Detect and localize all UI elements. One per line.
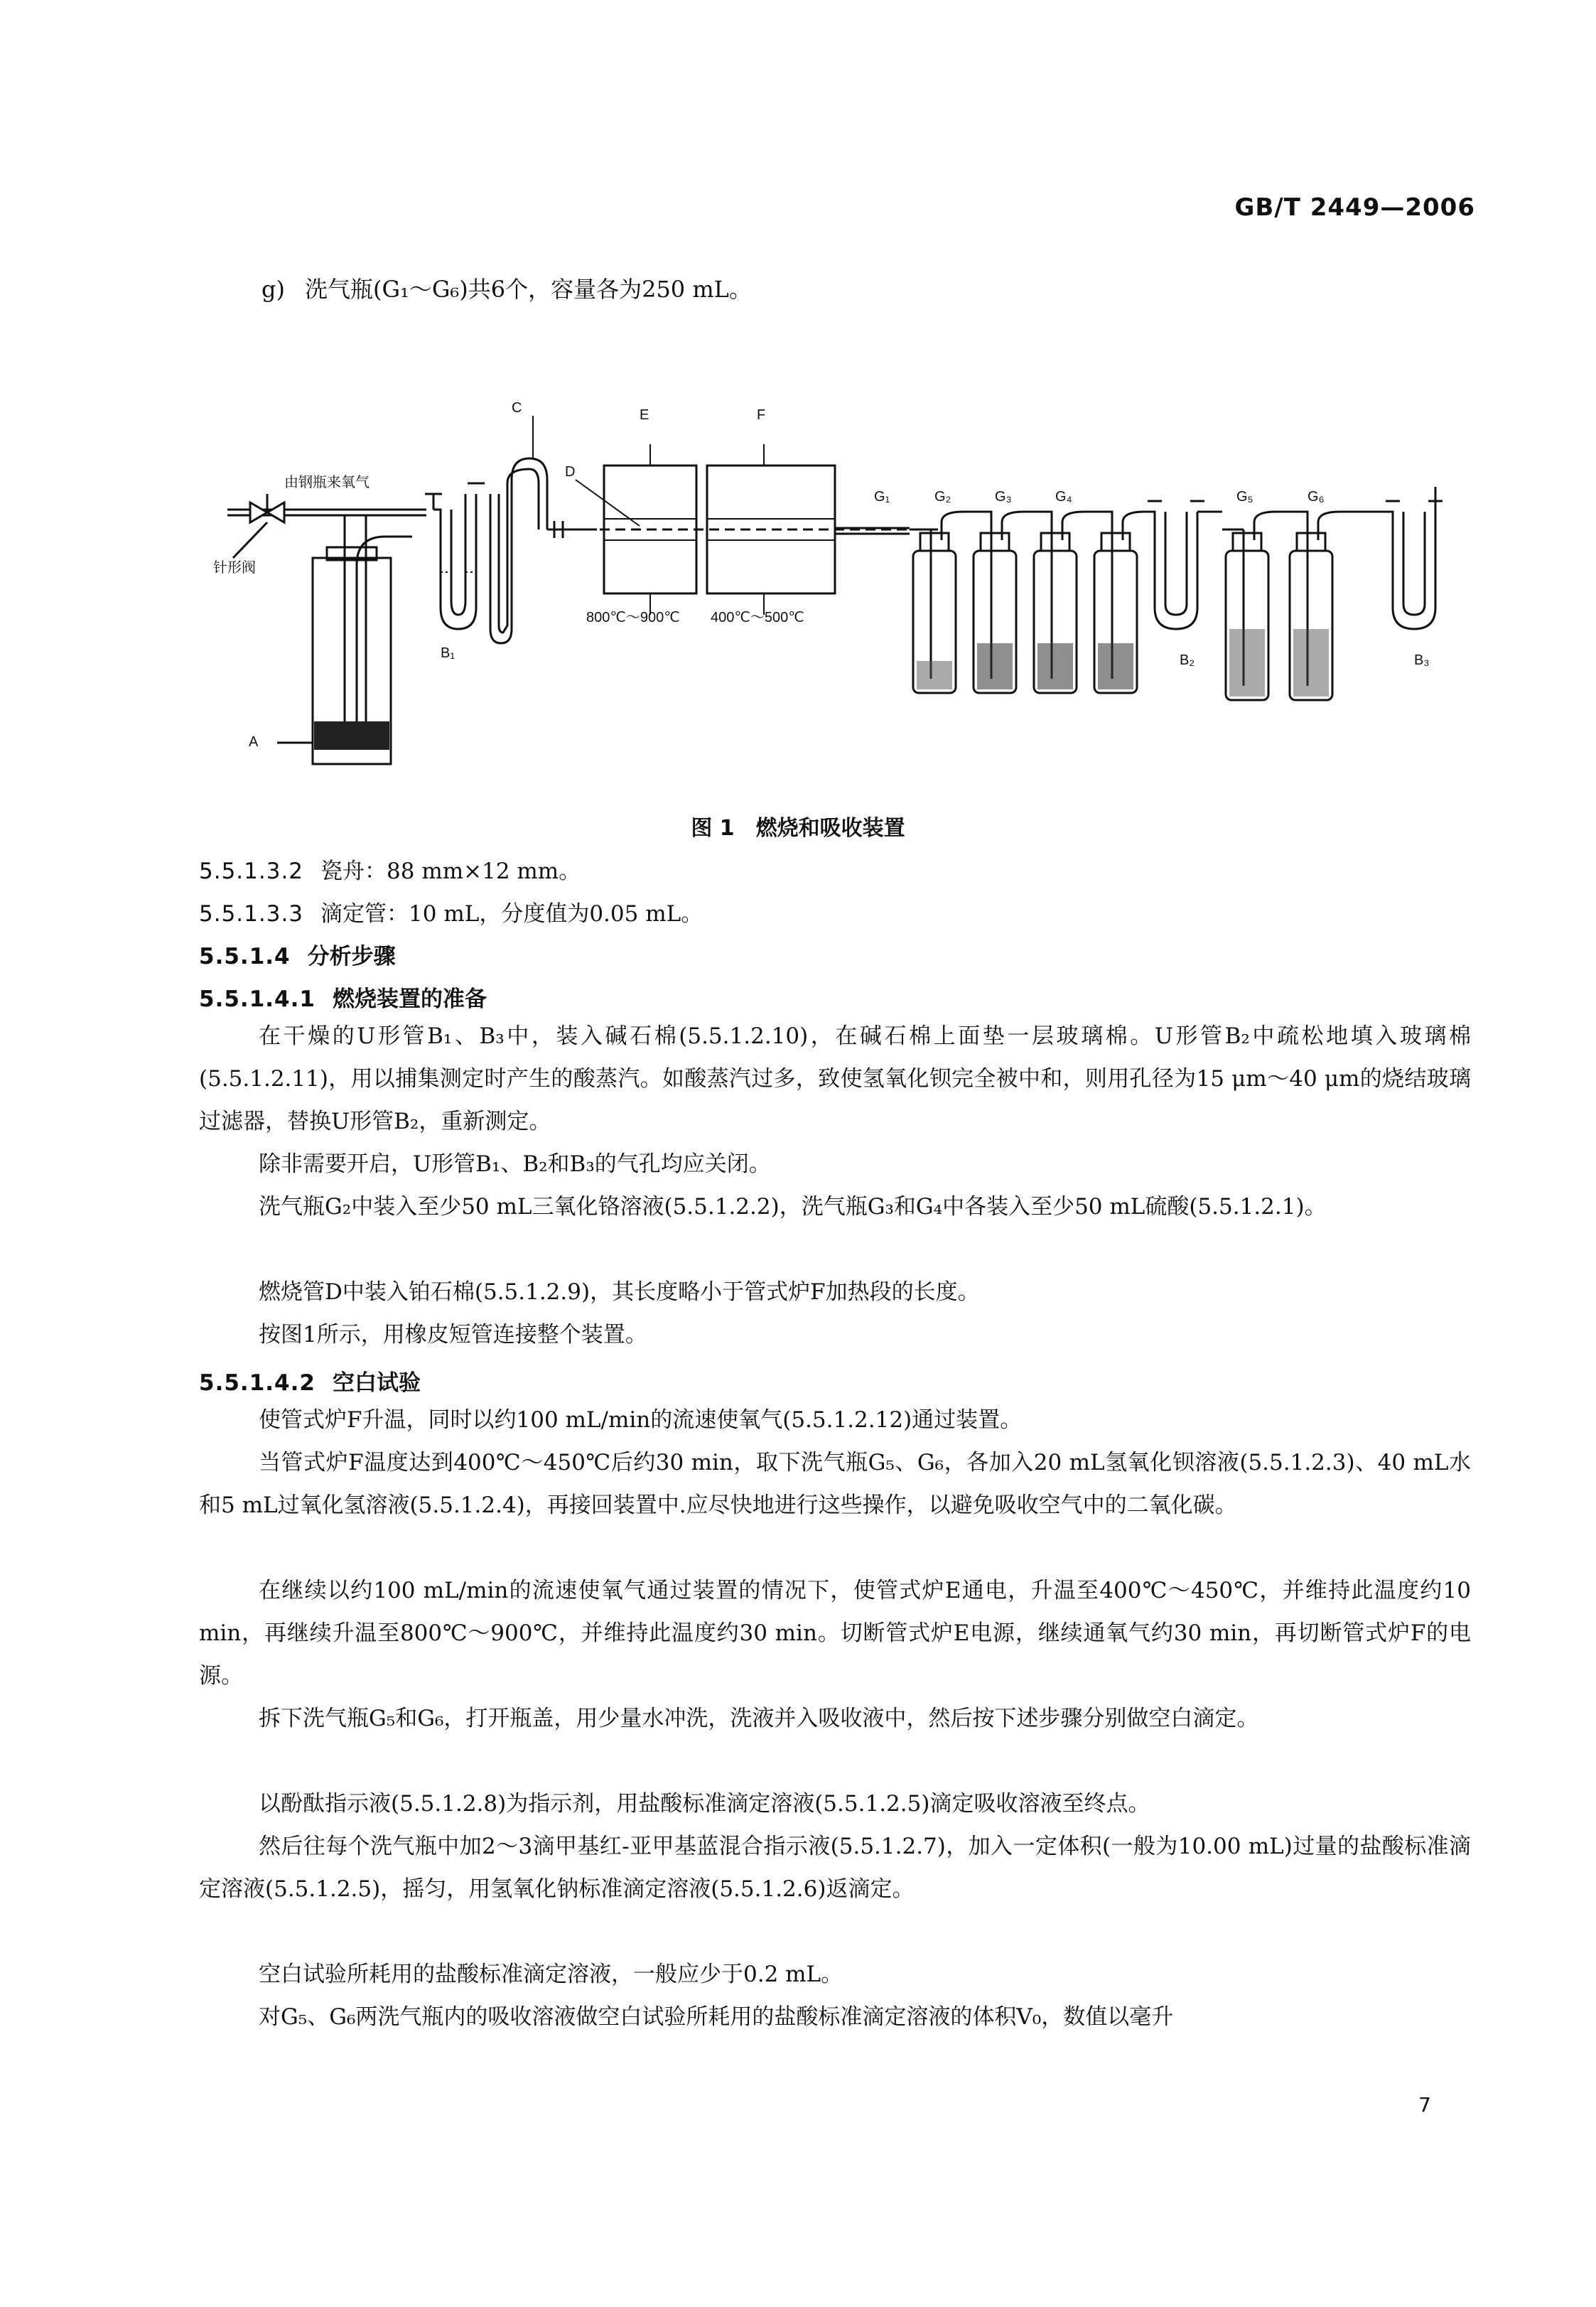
label-b3: B₃ xyxy=(1414,652,1430,668)
page-number: 7 xyxy=(1418,2093,1431,2117)
section-number: 5.5.1.4.1 xyxy=(199,986,316,1012)
wash-bottle-g4 xyxy=(1062,512,1137,693)
section-number: 5.5.1.4.2 xyxy=(199,1370,316,1396)
label-e: E xyxy=(640,407,649,423)
apparatus-figure xyxy=(199,387,1471,774)
wash-bottle-g1 xyxy=(910,522,956,693)
section-number: 5.5.1.3.2 xyxy=(199,859,304,884)
label-g4: G₄ xyxy=(1055,489,1072,505)
paragraph-combustion-tube: 燃烧管D中装入铂石棉(5.5.1.2.9)，其长度略小于管式炉F加热段的长度。 xyxy=(259,1279,980,1305)
wash-bottle-g2 xyxy=(942,512,1016,693)
wash-bottle-g6 xyxy=(1254,512,1332,700)
section-5-5-1-4-1 xyxy=(199,981,487,1013)
paragraph-u-tubes: 在干燥的U形管B₁、B₃中，装入碱石棉(5.5.1.2.10)，在碱石棉上面垫一层玻璃棉。U形管B₂中疏松地填入玻璃棉(5.5.1.2.11)，用以捕集测定时产生的酸蒸汽。如酸蒸汽过多，致使氢氧化钡完全被中和，则用孔径为15 μm～40 μm的烧结玻璃过滤器，替换U形管B₂，重新测定。 xyxy=(199,1023,1471,1134)
list-item-text: 洗气瓶(G₁～G₆)共6个，容量各为250 mL。 xyxy=(304,276,752,303)
paragraph-wash-bottles: 洗气瓶G₂中装入至少50 mL三氧化铬溶液(5.5.1.2.2)，洗气瓶G₃和G₄中各装入至少50 mL硫酸(5.5.1.2.1)。 xyxy=(259,1194,1327,1220)
paragraph-rinse: 拆下洗气瓶G₅和G₆，打开瓶盖，用少量水冲洗，洗液并入吸收液中，然后按下述步骤分别做空白滴定。 xyxy=(259,1706,1259,1731)
paragraph-back-titration: 然后往每个洗气瓶中加2～3滴甲基红-亚甲基蓝混合指示液(5.5.1.2.7)，加入一定体积(一般为10.00 mL)过量的盐酸标准滴定溶液(5.5.1.2.5)，摇匀，用氢氧化钠标准滴定溶液(5.5.1.2.6)返滴定。 xyxy=(199,1834,1471,1902)
paragraph-heat-furnace-f: 使管式炉F升温，同时以约100 mL/min的流速使氧气(5.5.1.2.12)通过装置。 xyxy=(259,1407,1023,1433)
label-d: D xyxy=(565,464,576,480)
paragraph-phenolphthalein: 以酚酞指示液(5.5.1.2.8)为指示剂，用盐酸标准滴定溶液(5.5.1.2.5)滴定吸收溶液至终点。 xyxy=(259,1791,1150,1817)
label-g6: G₆ xyxy=(1307,489,1325,505)
label-oxygen-source: 由钢瓶来氧气 xyxy=(284,475,370,490)
section-5-5-1-4-2 xyxy=(199,1365,421,1397)
label-temp-e: 800℃～900℃ xyxy=(586,610,680,625)
wash-bottle-g5 xyxy=(1222,522,1268,700)
section-number: 5.5.1.3.3 xyxy=(199,901,304,927)
section-5-5-1-3-3 xyxy=(199,896,703,927)
label-g1: G₁ xyxy=(874,489,890,505)
label-c: C xyxy=(512,400,522,416)
figure-number: 图 1 xyxy=(691,816,735,841)
label-f: F xyxy=(757,407,766,423)
section-heading: 燃烧装置的准备 xyxy=(332,986,487,1012)
section-heading: 分析步骤 xyxy=(307,944,396,969)
figure-caption xyxy=(0,810,1596,841)
section-text: 滴定管：10 mL，分度值为0.05 mL。 xyxy=(320,901,703,927)
wash-bottle-g3 xyxy=(1002,512,1077,693)
needle-valve-icon xyxy=(250,502,267,522)
paragraph-vents-closed: 除非需要开启，U形管B₁、B₂和B₃的气孔均应关闭。 xyxy=(259,1151,771,1177)
label-b2: B₂ xyxy=(1180,652,1195,668)
paragraph-heat-furnace-e: 在继续以约100 mL/min的流速使氧气通过装置的情况下，使管式炉E通电，升温至400℃～450℃，并维持此温度约10 min，再继续升温至800℃～900℃，并维持此温度约30 min。切断管式炉E电源，继续通氧气约30 min，再切断管式炉F的电源。 xyxy=(199,1578,1471,1689)
document-code: GB/T 2449—2006 xyxy=(1234,193,1475,222)
label-needle-valve: 针形阀 xyxy=(213,560,256,576)
u-tube-b1 xyxy=(433,494,476,629)
section-5-5-1-4 xyxy=(199,938,396,970)
paragraph-barium-solution: 当管式炉F温度达到400℃～450℃后约30 min，取下洗气瓶G₅、G₆，各加入20 mL氢氧化钡溶液(5.5.1.2.3)、40 mL水和5 mL过氧化氢溶液(5.5.1.2.4)，再接回装置中.应尽快地进行这些操作，以避免吸收空气中的二氧化碳。 xyxy=(199,1450,1471,1518)
section-heading: 空白试验 xyxy=(332,1370,421,1396)
label-b1: B₁ xyxy=(441,645,455,661)
paragraph-blank-limit: 空白试验所耗用的盐酸标准滴定溶液，一般应少于0.2 mL。 xyxy=(259,1962,843,1987)
label-g3: G₃ xyxy=(995,489,1012,505)
paragraph-assemble: 按图1所示，用橡皮短管连接整个装置。 xyxy=(259,1322,647,1348)
section-number: 5.5.1.4 xyxy=(199,944,291,969)
section-text: 瓷舟：88 mm×12 mm。 xyxy=(320,859,581,884)
label-g2: G₂ xyxy=(934,489,951,505)
label-a: A xyxy=(249,734,259,750)
section-5-5-1-3-2 xyxy=(199,853,581,885)
list-item-g xyxy=(261,271,752,304)
label-g5: G₅ xyxy=(1236,489,1253,505)
list-marker: g) xyxy=(261,276,285,303)
u-tube-b3 xyxy=(1318,512,1435,629)
figure-title: 燃烧和吸收装置 xyxy=(755,816,905,841)
label-temp-f: 400℃～500℃ xyxy=(711,610,804,625)
paragraph-blank-volume: 对G₅、G₆两洗气瓶内的吸收溶液做空白试验所耗用的盐酸标准滴定溶液的体积V₀，数值以毫升 xyxy=(259,2004,1174,2030)
